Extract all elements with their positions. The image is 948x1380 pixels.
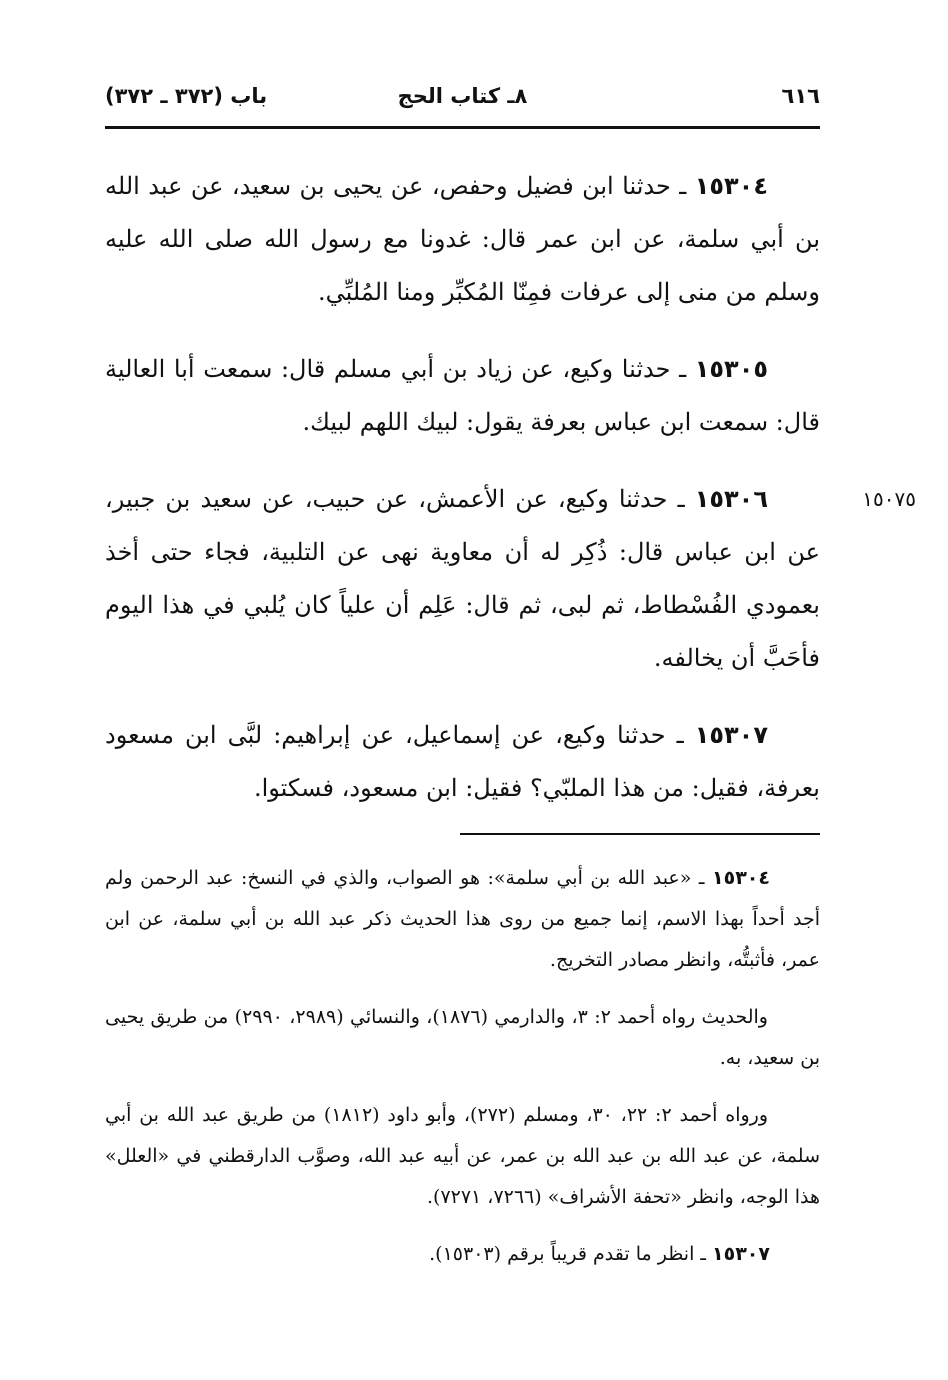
footnote-text: والحديث رواه أحمد ٢: ٣، والدارمي (١٨٧٦)، والنسائي (٢٩٨٩، ٢٩٩٠) من طريق يحيى بن سعيد، به. (105, 1006, 820, 1069)
footnote-number: ١٥٣٠٤ (712, 867, 770, 889)
hadith-number: ١٥٣٠٤ (694, 172, 768, 200)
footnote-text: ـ انظر ما تقدم قريباً برقم (١٥٣٠٣). (429, 1243, 706, 1265)
footnote-text: ورواه أحمد ٢: ٢٢، ٣٠، ومسلم (٢٧٢)، وأبو داود (١٨١٢) من طريق عبد الله بن أبي سلمة، عن عبد الله بن عبد الله بن عمر، عن أبيه عبد الله، وصوَّب الدارقطني في «العلل» هذا الوجه، وانظر «تحفة الأشراف» (٧٢٦٦، ٧٢٧١). (105, 1104, 820, 1208)
margin-reference-number: ١٥٠٧٥ (862, 487, 916, 511)
footnotes (105, 858, 820, 1291)
footnote-text: ـ «عبد الله بن أبي سلمة»: هو الصواب، والذي في النسخ: عبد الرحمن ولم أجد أحداً بهذا الاسم، إنما جميع من روى هذا الحديث ذكر عبد الله بن أبي سلمة، عن ابن عمر، فأثبتُّه، وانظر مصادر التخريج. (105, 867, 820, 971)
footnote-15307 (105, 1234, 820, 1275)
hadith-15306 (105, 473, 916, 685)
footnote-continuation (105, 1095, 820, 1218)
hadith-text: ـ حدثنا وكيع، عن إسماعيل، عن إبراهيم: لبَّى ابن مسعود بعرفة، فقيل: من هذا الملبّي؟ فقيل: ابن مسعود، فسكتوا. (105, 721, 820, 802)
hadith-text-body (105, 160, 916, 839)
hadith-15304 (105, 160, 820, 319)
footnote-number: ١٥٣٠٧ (712, 1243, 770, 1265)
header-rule (105, 126, 820, 129)
page-number: ٦١٦ (781, 84, 820, 108)
footnote-15304 (105, 858, 820, 981)
footnote-separator (460, 833, 820, 835)
chapter-range: باب (٣٧٢ ـ ٣٧٢) (105, 84, 268, 108)
running-header (105, 78, 820, 122)
hadith-15305 (105, 343, 820, 449)
book-title: ٨ـ كتاب الحج (397, 84, 528, 108)
hadith-number: ١٥٣٠٦ (694, 485, 768, 513)
hadith-text: ـ حدثنا وكيع، عن زياد بن أبي مسلم قال: سمعت أبا العالية قال: سمعت ابن عباس بعرفة يقول: لبيك اللهم لبيك. (105, 355, 820, 436)
hadith-text: ـ حدثنا وكيع، عن الأعمش، عن حبيب، عن سعيد بن جبير، عن ابن عباس قال: ذُكِر له أن معاوية نهى عن التلبية، فجاء حتى أخذ بعمودي الفُسْطاط، ثم لبى، ثم قال: عَلِم أن علياً كان يُلبي في هذا اليوم فأحَبَّ أن يخالفه. (105, 485, 821, 672)
footnote-continuation (105, 997, 820, 1079)
hadith-number: ١٥٣٠٥ (694, 355, 768, 383)
hadith-text: ـ حدثنا ابن فضيل وحفص، عن يحيى بن سعيد، عن عبد الله بن أبي سلمة، عن ابن عمر قال: غدونا مع رسول الله صلى الله عليه وسلم من منى إلى عرفات فمِنّا المُكبِّر ومنا المُلبِّي. (105, 172, 821, 306)
hadith-number: ١٥٣٠٧ (694, 721, 768, 749)
hadith-15307 (105, 709, 820, 815)
